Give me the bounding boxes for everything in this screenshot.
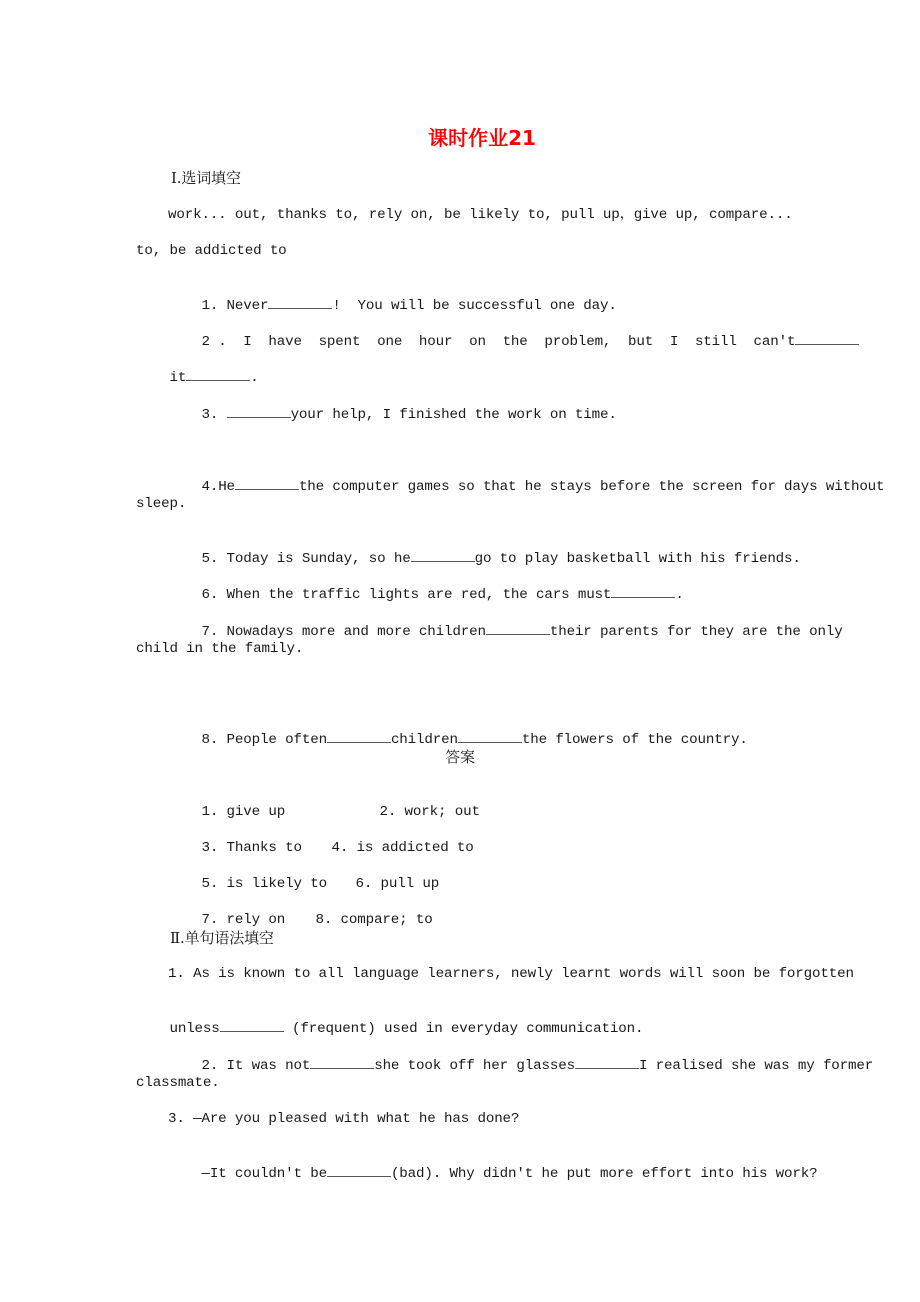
question-text: . (675, 587, 684, 603)
word-bank-line-2: to, be addicted to (136, 243, 287, 259)
answer-item: 7. rely on (201, 912, 286, 928)
question-2 (168, 314, 859, 369)
question-7-continued: child in the family. (136, 641, 304, 657)
question-text: I realised she was my former (638, 1058, 874, 1074)
answer-item: 8. compare; to (315, 912, 433, 928)
question-text: their parents for they are the only (549, 624, 843, 640)
answer-item: 2. work; out (379, 804, 480, 820)
question-text: she took off her glasses (374, 1058, 575, 1074)
question-text: 2. It was not (201, 1058, 311, 1074)
question-text: 1. Never (201, 298, 269, 314)
question-text: ! You will be successful one day. (332, 298, 617, 314)
question-text: 4.He (201, 479, 235, 495)
answer-blank (220, 1019, 284, 1032)
answer-item: 3. Thanks to (201, 840, 302, 856)
answers-heading: 答案 (445, 748, 475, 766)
word-bank-line-1: work... out, thanks to, rely on, be likely to, pull up，give up, compare... (168, 207, 793, 223)
grammar-question-3: 3. —Are you pleased with what he has done? (168, 1111, 520, 1127)
answer-item: 5. is likely to (201, 876, 327, 892)
question-text: 7. Nowadays more and more children (201, 624, 486, 640)
question-4 (168, 459, 884, 514)
question-text: . (250, 370, 259, 386)
answer-blank (186, 368, 250, 381)
grammar-question-1: 1. As is known to all language learners, newly learnt words will soon be forgotten (168, 966, 854, 982)
question-text: go to play basketball with his friends. (474, 551, 801, 567)
answer-blank (235, 477, 299, 490)
question-text: the flowers of the country. (521, 732, 748, 748)
answer-blank (458, 730, 522, 743)
answer-blank (795, 332, 859, 345)
question-text: 3. (201, 407, 227, 423)
section-2-heading: Ⅱ.单句语法填空 (170, 929, 274, 947)
grammar-question-2-continued: classmate. (136, 1075, 220, 1091)
question-3 (168, 387, 617, 442)
answer-blank (327, 730, 391, 743)
answer-blank (411, 549, 475, 562)
answer-blank (227, 405, 291, 418)
question-text: your help, I finished the work on time. (290, 407, 617, 423)
question-text: (bad). Why didn't he put more effort into his work? (390, 1166, 818, 1182)
question-4-continued: sleep. (136, 496, 187, 512)
answer-blank (310, 1056, 374, 1069)
question-text: 2 . I have spent one hour on the problem, but I still can't (201, 334, 796, 350)
question-text: 6. When the traffic lights are red, the cars must (201, 587, 612, 603)
answer-item: 4. is addicted to (331, 840, 474, 856)
answer-blank (611, 585, 675, 598)
answer-blank (327, 1164, 391, 1177)
question-text: unless (169, 1021, 220, 1037)
answer-blank (486, 622, 550, 635)
question-text: 8. People often (201, 732, 327, 748)
grammar-question-2 (168, 1038, 873, 1093)
page-title: 课时作业21 (428, 126, 536, 150)
answer-item: 1. give up (201, 804, 286, 820)
answer-item: 6. pull up (355, 876, 440, 892)
answer-blank (268, 296, 332, 309)
question-text: 5. Today is Sunday, so he (201, 551, 411, 567)
section-1-heading: Ⅰ.选词填空 (171, 169, 241, 187)
question-text: (frequent) used in everyday communication. (283, 1021, 644, 1037)
question-text: children (390, 732, 458, 748)
grammar-question-3-reply (168, 1146, 818, 1201)
question-text: —It couldn't be (201, 1166, 327, 1182)
answer-row (282, 893, 433, 947)
question-text: it (169, 370, 187, 386)
question-text: the computer games so that he stays before the screen for days without (298, 479, 885, 495)
answer-blank (575, 1056, 639, 1069)
